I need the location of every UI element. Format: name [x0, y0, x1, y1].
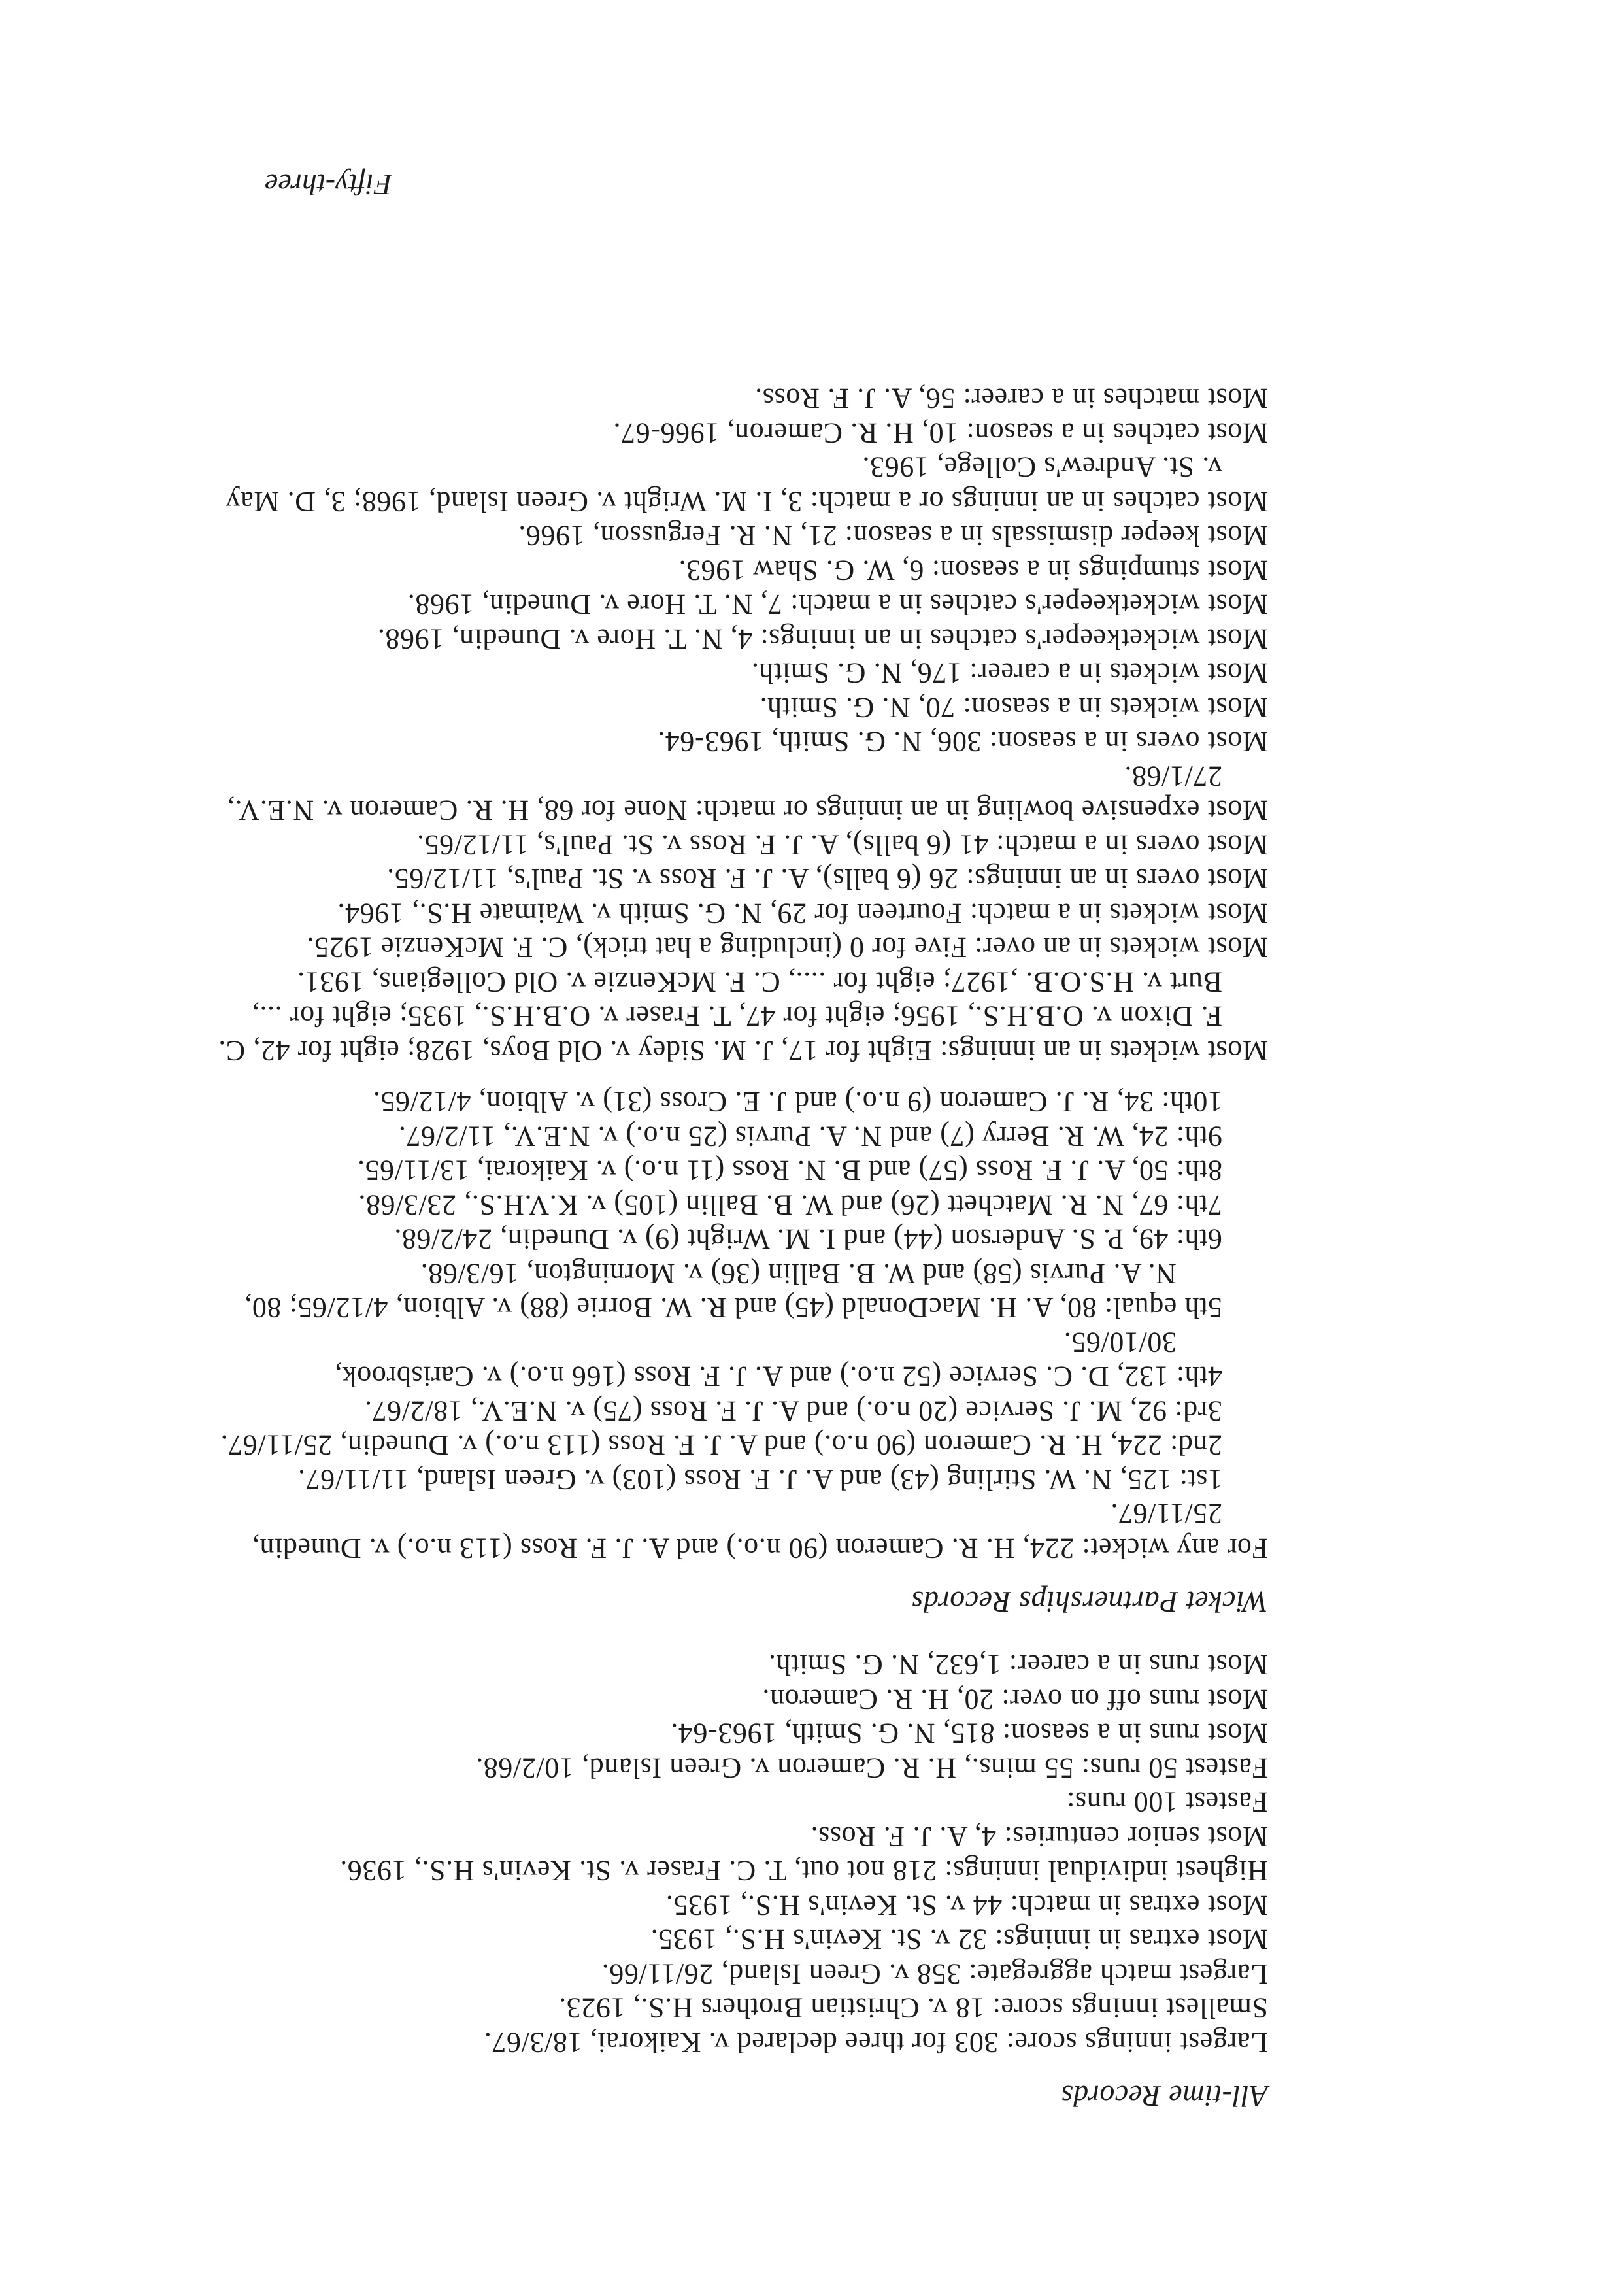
record-line: Most expensive bowling in an innings or match: None for 68, H. R. Cameron v. N.E.V., 27/1/68. — [227, 760, 1268, 827]
record-line: Most runs in a career: 1,632, N. G. Smith. — [768, 1649, 1268, 1681]
record-line: Highest individual innings: 218 not out, T. C. Fraser v. St. Kevin's H.S., 1936. — [339, 1855, 1268, 1887]
record-line: Most catches in an innings or a match: 3, I. M. Wright v. Green Island, 1968; 3, D. May v. St. Andrew's College, 1963. — [225, 451, 1268, 518]
record-line: Most wickets in an innings: Eight for 17, J. M. Sidey v. Old Boys, 1928; eight for 42, C. F. Dixon v. O.B.H.S., 1956; eight for 47, T. Fraser v. O.B.H.S., 1935; eight for ..., Burt v. H.S.O.B. ,1927; eight for ...., C. F. McKenzie v. Old Collegians, 1931. — [218, 966, 1268, 1067]
record-line: Most extras in match: 44 v. St. Kevin's H.S., 1935. — [665, 1889, 1268, 1921]
record-line: Most senior centuries: 4, A. J. F. Ross. — [810, 1821, 1268, 1853]
record-line: Largest innings score: 303 for three declared v. Kaikorai, 18/3/67. — [484, 2027, 1268, 2059]
partnership-line: 3rd: 92, M. J. Service (20 n.o.) and A. J. F. Ross (75) v. N.E.V., 18/2/67. — [364, 1395, 1222, 1427]
text-column — [216, 381, 1268, 2116]
record-line: Most overs in a season: 306, N. G. Smith, 1963-64. — [657, 726, 1268, 758]
record-line: Fastest 100 runs: — [1066, 1786, 1268, 1819]
record-line: Most stumpings in a season: 6, W. G. Shaw 1963. — [678, 554, 1268, 586]
record-line: Most overs in a match: 41 (6 balls), A. J. F. Ross v. St. Paul's, 11/12/65. — [416, 829, 1268, 861]
partnership-line: 4th: 132, D. C. Service (52 n.o.) and A. J. F. Ross (166 n.o.) v. Carisbrook, 30/10/65. — [334, 1326, 1222, 1393]
page-number: Fifty-three — [265, 168, 392, 201]
all-time-records — [216, 1647, 1268, 2059]
partnership-line: 7th: 67, N. R. Matchett (26) and W. B. Ballin (105) v. K.V.H.S., 23/3/68. — [358, 1189, 1222, 1221]
record-line: Largest match aggregate: 358 v. Green Island, 26/11/66. — [601, 1958, 1268, 1990]
record-line: Most extras in innings: 32 v. St. Kevin's H.S., 1935. — [650, 1923, 1268, 1956]
record-line: Fastest 50 runs: 55 mins., H. R. Cameron v. Green Island, 10/2/68. — [475, 1752, 1268, 1784]
partnership-line: 2nd: 224, H. R. Cameron (90 n.o.) and A. J. F. Ross (113 n.o.) v. Dunedin, 25/11/67. — [220, 1429, 1222, 1462]
record-line: Most wicketkeeper's catches in an innings: 4, N. T. Hore v. Dunedin, 1968. — [377, 623, 1268, 655]
record-line: Most runs in a season: 815, N. G. Smith, 1963-64. — [670, 1717, 1268, 1750]
record-line: Most wickets in a season: 70, N. G. Smith. — [759, 692, 1268, 724]
partnership-line: 8th: 50, A. J. F. Ross (57) and B. N. Ross (11 n.o.) v. Kaikorai, 13/11/65. — [357, 1155, 1222, 1187]
record-line: Most matches in a career: 56, A. J. F. Ross. — [754, 382, 1268, 415]
record-line: Most catches in a season: 10, H. R. Cameron, 1966-67. — [612, 417, 1268, 449]
bowling-fielding-records — [216, 381, 1268, 1068]
partnership-line: 5th equal: 80, A. H. MacDonald (45) and R. W. Borrie (88) v. Albion, 4/12/65; 80, N. A. Purvis (58) and W. B. Ballin (36) v. Mornington, 16/3/68. — [244, 1258, 1222, 1325]
record-line: Most keeper dismissals in a season: 21, N. R. Fergusson, 1966. — [518, 520, 1268, 552]
record-line: Smallest innings score: 18 v. Christian Brothers H.S., 1923. — [558, 1992, 1268, 2025]
record-line: Most wickets in a career: 176, N. G. Smith. — [751, 657, 1268, 690]
partnership-line: 6th: 49, P. S. Anderson (44) and I. M. Wright (9) v. Dunedin, 24/2/68. — [393, 1223, 1222, 1256]
partnership-line: 10th: 34, R. J. Cameron (9 n.o.) and J. E. Cross (31) v. Albion, 4/12/65. — [373, 1086, 1222, 1119]
section-heading-all-time: All-time Records — [1061, 2080, 1268, 2113]
section-heading-wicket-partnerships: Wicket Partnerships Records — [911, 1585, 1268, 1619]
partnership-line: For any wicket: 224, H. R. Cameron (90 n.o.) and A. J. F. Ross (113 n.o.) v. Dunedin, 25/11/67. — [252, 1498, 1268, 1564]
partnership-line: 9th: 24, W. R. Berry (7) and N. A. Purvis (25 n.o.) v. N.E.V., 11/2/67. — [398, 1121, 1222, 1153]
record-line: Most wickets in a match: Fourteen for 29, N. G. Smith v. Waimate H.S., 1964. — [337, 898, 1268, 930]
record-line: Most overs in an innings: 26 (6 balls), A. J. F. Ross v. St. Paul's, 11/12/65. — [386, 863, 1268, 896]
partnership-line: 1st: 125, N. W. Stirling (43) and A. J. F. Ross (103) v. Green Island, 11/11/67. — [297, 1464, 1222, 1496]
record-line: Most runs off on over: 20, H. R. Cameron. — [761, 1683, 1268, 1715]
record-line: Most wicketkeeper's catches in a match: 7, N. T. Hore v. Dunedin, 1968. — [407, 588, 1268, 621]
record-line: Most wickets in an over: Five for 0 (including a hat trick), C. F. McKenzie 1925. — [306, 932, 1268, 964]
partnership-records — [216, 1085, 1268, 1565]
